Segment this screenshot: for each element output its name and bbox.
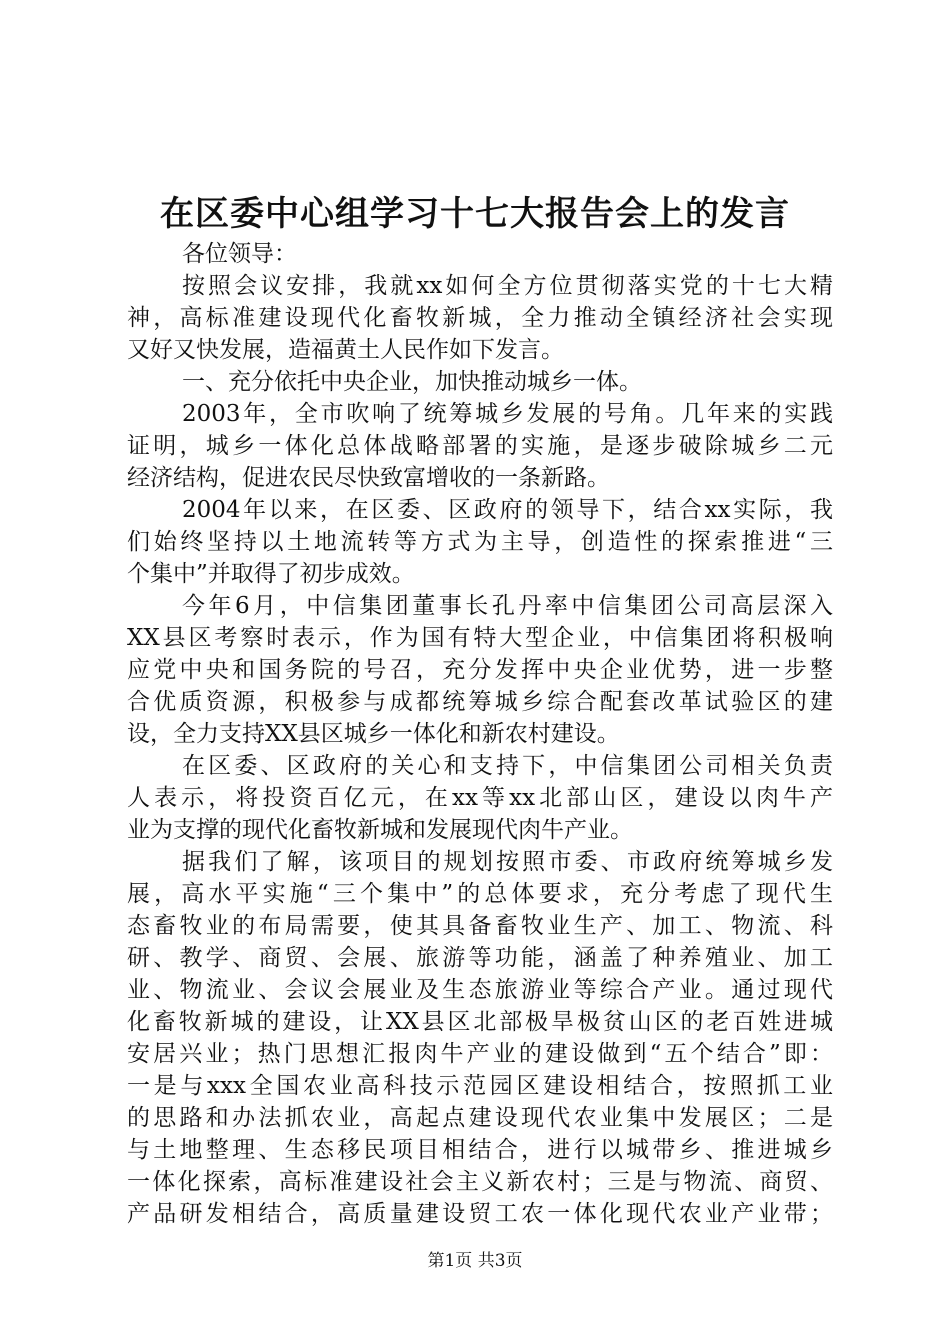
text-line: 产品研发相结合，高质量建设贸工农一体化现代农业产业带； [127, 1201, 833, 1227]
text-line: 今年6月，中信集团董事长孔丹率中信集团公司高层深入 [182, 593, 833, 619]
text-line: 在区委、区政府的关心和支持下，中信集团公司相关负责 [182, 753, 833, 779]
text-line: XX县区考察时表示，作为国有特大型企业，中信集团将积极响 [127, 625, 833, 651]
document-body [127, 238, 833, 1230]
text-line: 设，全力支持XX县区城乡一体化和新农村建设。 [127, 721, 620, 747]
page-footer: 第1页 共3页 [427, 1251, 523, 1271]
text-line: 一是与xxx全国农业高科技示范园区建设相结合，按照抓工业 [127, 1073, 833, 1099]
text-line: 安居兴业；热门思想汇报肉牛产业的建设做到“五个结合”即： [127, 1041, 833, 1067]
text-line: 证明，城乡一体化总体战略部署的实施，是逐步破除城乡二元 [127, 433, 833, 459]
text-line: 业为支撑的现代化畜牧新城和发展现代肉牛产业。 [127, 817, 633, 843]
text-line: 态畜牧业的布局需要，使其具备畜牧业生产、加工、物流、科 [127, 913, 833, 939]
text-line: 神，高标准建设现代化畜牧新城，全力推动全镇经济社会实现 [127, 305, 833, 331]
text-line: 据我们了解，该项目的规划按照市委、市政府统筹城乡发 [182, 849, 833, 875]
text-line: 各位领导： [182, 241, 297, 267]
text-line: 2003年，全市吹响了统筹城乡发展的号角。几年来的实践 [182, 401, 833, 427]
text-line: 按照会议安排，我就xx如何全方位贯彻落实党的十七大精 [182, 273, 833, 299]
text-line: 个集中”并取得了初步成效。 [127, 561, 415, 587]
text-line: 化畜牧新城的建设，让XX县区北部极旱极贫山区的老百姓进城 [127, 1009, 833, 1035]
text-line: 人表示，将投资百亿元，在xx等xx北部山区，建设以肉牛产 [127, 785, 833, 811]
text-line: 一体化探索，高标准建设社会主义新农村；三是与物流、商贸、 [127, 1169, 833, 1195]
text-line: 2004年以来，在区委、区政府的领导下，结合xx实际，我 [182, 497, 833, 523]
text-line: 展，高水平实施“三个集中”的总体要求，充分考虑了现代生 [127, 881, 833, 907]
text-line: 又好又快发展，造福黄土人民作如下发言。 [127, 337, 564, 363]
text-line: 们始终坚持以土地流转等方式为主导，创造性的探索推进“三 [127, 529, 833, 555]
text-line: 研、教学、商贸、会展、旅游等功能，涵盖了种养殖业、加工 [127, 945, 833, 971]
text-line: 经济结构，促进农民尽快致富增收的一条新路。 [127, 465, 610, 491]
text-line: 应党中央和国务院的号召，充分发挥中央企业优势，进一步整 [127, 657, 833, 683]
text-line: 与土地整理、生态移民项目相结合，进行以城带乡、推进城乡 [127, 1137, 833, 1163]
text-line: 的思路和办法抓农业，高起点建设现代农业集中发展区；二是 [127, 1105, 833, 1131]
text-line: 一、充分依托中央企业，加快推动城乡一体。 [182, 369, 642, 395]
text-line: 合优质资源，积极参与成都统筹城乡综合配套改革试验区的建 [127, 689, 833, 715]
document-title: 在区委中心组学习十七大报告会上的发言 [160, 194, 790, 234]
text-line: 业、物流业、会议会展业及生态旅游业等综合产业。通过现代 [127, 977, 833, 1003]
